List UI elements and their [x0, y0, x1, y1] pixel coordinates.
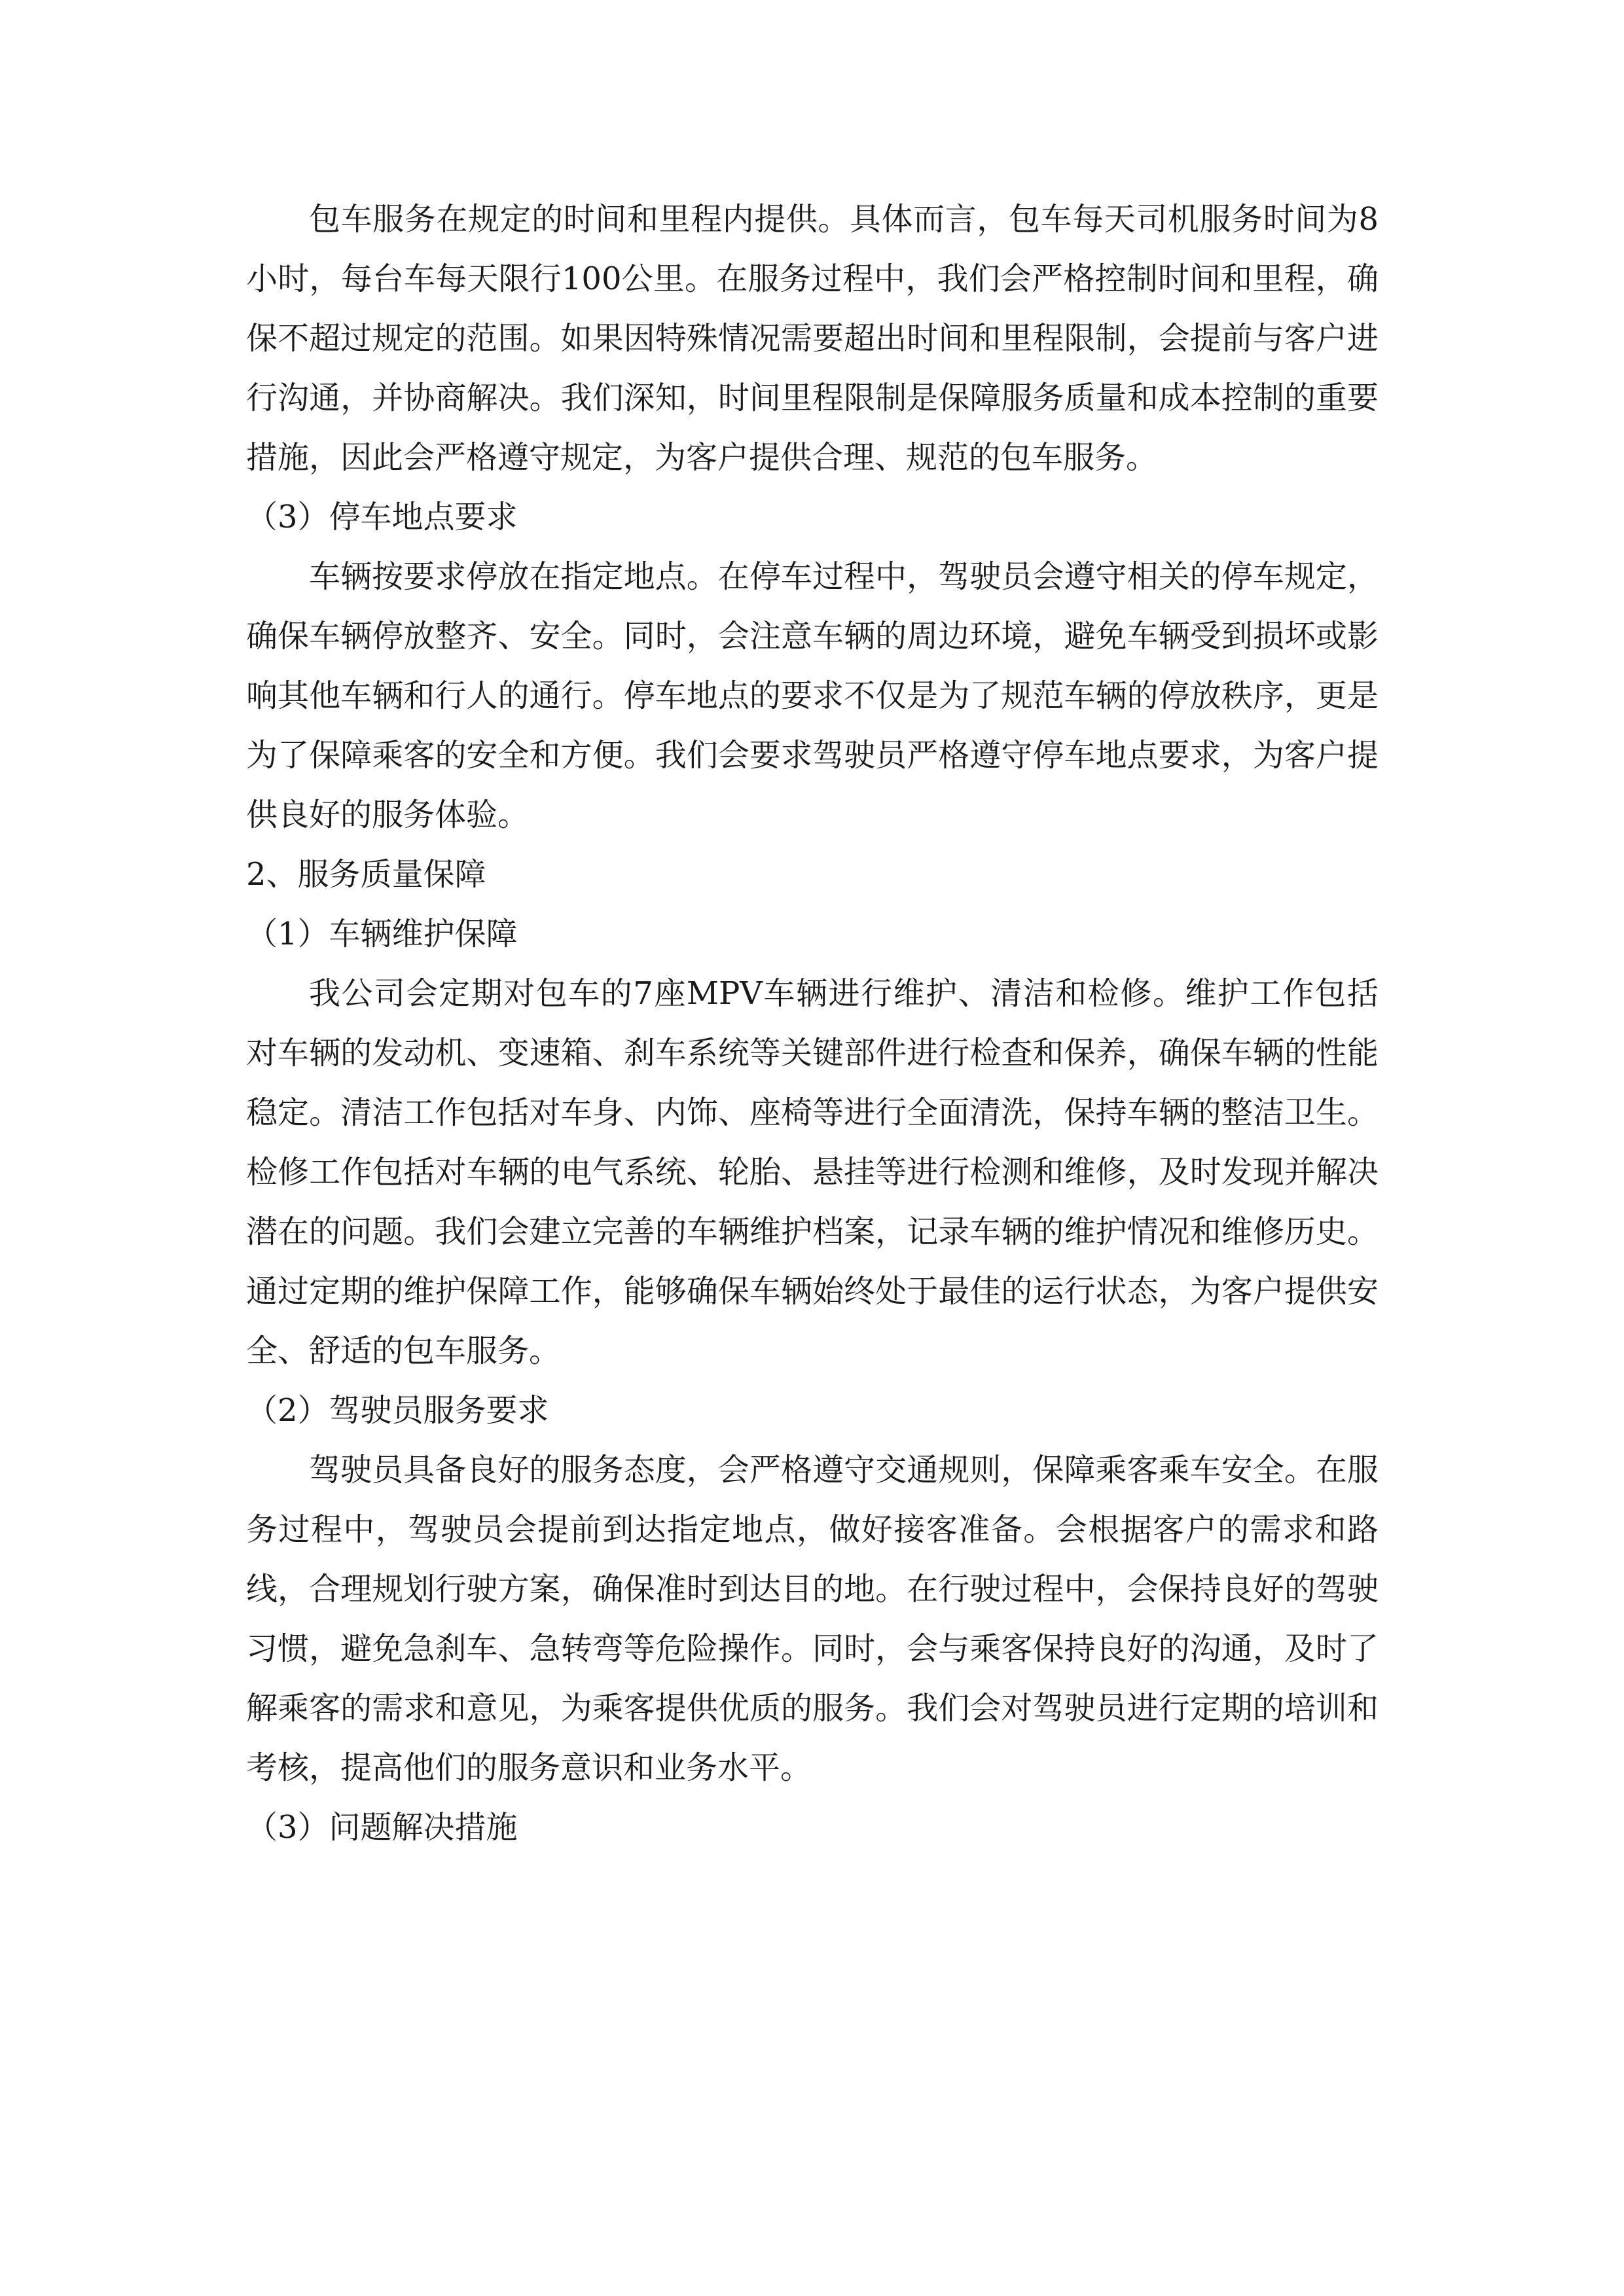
paragraph-driver-requirements: 驾驶员具备良好的服务态度，会严格遵守交通规则，保障乘客乘车安全。在服务过程中，驾驶员会提前到达指定地点，做好接客准备。会根据客户的需求和路线，合理规划行驶方案，确保准时到达目的地。在行驶过程中，会保持良好的驾驶习惯，避免急刹车、急转弯等危险操作。同时，会与乘客保持良好的沟通，及时了解乘客的需求和意见，为乘客提供优质的服务。我们会对驾驶员进行定期的培训和考核，提高他们的服务意识和业务水平。 [246, 1452, 1379, 1786]
subheading-vehicle-maintenance: （1）车辆维护保障 [246, 916, 518, 952]
subheading-problem-solving: （3）问题解决措施 [246, 1809, 518, 1846]
paragraph-time-mileage: 包车服务在规定的时间和里程内提供。具体而言，包车每天司机服务时间为8小时，每台车每天限行100公里。在服务过程中，我们会严格控制时间和里程，确保不超过规定的范围。如果因特殊情况需要超出时间和里程限制，会提前与客户进行沟通，并协商解决。我们深知，时间里程限制是保障服务质量和成本控制的重要措施，因此会严格遵守规定，为客户提供合理、规范的包车服务。 [246, 201, 1379, 476]
document-body [246, 190, 1379, 1857]
paragraph-parking: 车辆按要求停放在指定地点。在停车过程中，驾驶员会遵守相关的停车规定，确保车辆停放整齐、安全。同时，会注意车辆的周边环境，避免车辆受到损坏或影响其他车辆和行人的通行。停车地点的要求不仅是为了规范车辆的停放秩序，更是为了保障乘客的安全和方便。我们会要求驾驶员严格遵守停车地点要求，为客户提供良好的服务体验。 [246, 558, 1379, 833]
subheading-parking-requirements: （3）停车地点要求 [246, 499, 518, 535]
subheading-driver-requirements: （2）驾驶员服务要求 [246, 1392, 549, 1429]
section-heading-service-quality: 2、服务质量保障 [246, 856, 486, 893]
paragraph-vehicle-maintenance: 我公司会定期对包车的7座MPV车辆进行维护、清洁和检修。维护工作包括对车辆的发动机、变速箱、刹车系统等关键部件进行检查和保养，确保车辆的性能稳定。清洁工作包括对车身、内饰、座椅等进行全面清洗，保持车辆的整洁卫生。检修工作包括对车辆的电气系统、轮胎、悬挂等进行检测和维修，及时发现并解决潜在的问题。我们会建立完善的车辆维护档案，记录车辆的维护情况和维修历史。通过定期的维护保障工作，能够确保车辆始终处于最佳的运行状态，为客户提供安全、舒适的包车服务。 [246, 975, 1379, 1369]
